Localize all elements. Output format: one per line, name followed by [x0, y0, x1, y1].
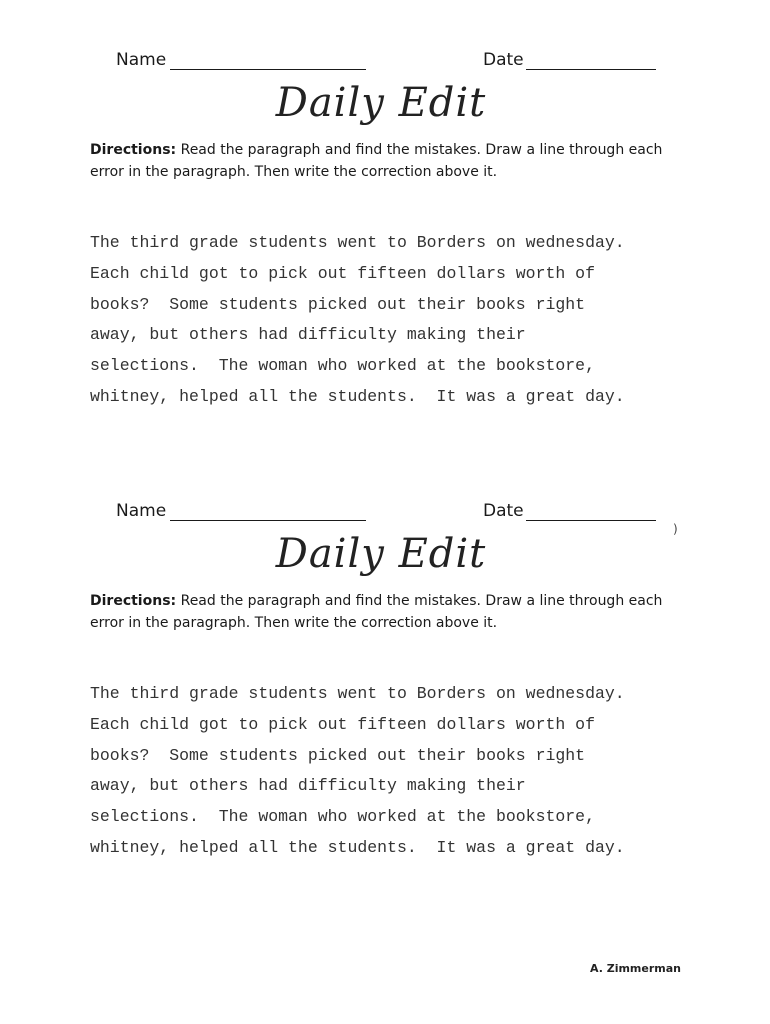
header-row [0, 50, 770, 74]
directions-text: Read the paragraph and find the mistakes. Draw a line through each error in the paragraph. Then write the correction above it. [90, 593, 663, 631]
directions-text: Read the paragraph and find the mistakes. Draw a line through each error in the paragraph. Then write the correction above it. [90, 142, 663, 180]
paragraph-line: whitney, helped all the students. It was a great day. [90, 837, 625, 857]
header-row [0, 501, 770, 525]
paragraph-line: The third grade students went to Borders on wednesday. [90, 684, 625, 703]
date-field [483, 50, 656, 70]
worksheet-2 [0, 493, 770, 913]
worksheet-title: Daily Edit [275, 531, 487, 577]
directions-label: Directions: [90, 142, 177, 158]
paragraph-line: books? Some students picked out their books right [90, 745, 586, 765]
author-credit: A. Zimmerman [590, 962, 681, 975]
edit-paragraph [90, 679, 690, 864]
edit-paragraph [90, 228, 690, 413]
directions-label: Directions: [90, 593, 177, 609]
name-blank-line [170, 503, 366, 521]
date-blank-line [526, 52, 656, 70]
paragraph-line: selections. The woman who worked at the bookstore, [90, 807, 595, 827]
paragraph-line: away, but others had difficulty making their [90, 776, 526, 796]
directions [90, 139, 680, 183]
date-field [483, 501, 656, 521]
paragraph-line: away, but others had difficulty making their [90, 325, 526, 345]
paragraph-line: The third grade students went to Borders on wednesday. [90, 233, 625, 252]
name-label: Name [116, 501, 167, 521]
worksheet-title: Daily Edit [275, 80, 487, 126]
stray-mark: ) [673, 522, 678, 536]
paragraph-line: Each child got to pick out fifteen dollars worth of [90, 263, 595, 283]
name-blank-line [170, 52, 366, 70]
name-field [116, 50, 366, 70]
date-label: Date [483, 501, 524, 521]
paragraph-line: selections. The woman who worked at the bookstore, [90, 356, 595, 376]
paragraph-line: books? Some students picked out their books right [90, 294, 586, 314]
directions [90, 590, 680, 634]
paragraph-line: Each child got to pick out fifteen dollars worth of [90, 714, 595, 734]
name-field [116, 501, 366, 521]
paragraph-line: whitney, helped all the students. It was a great day. [90, 386, 625, 406]
date-label: Date [483, 50, 524, 70]
worksheet-1 [0, 42, 770, 462]
name-label: Name [116, 50, 167, 70]
date-blank-line [526, 503, 656, 521]
